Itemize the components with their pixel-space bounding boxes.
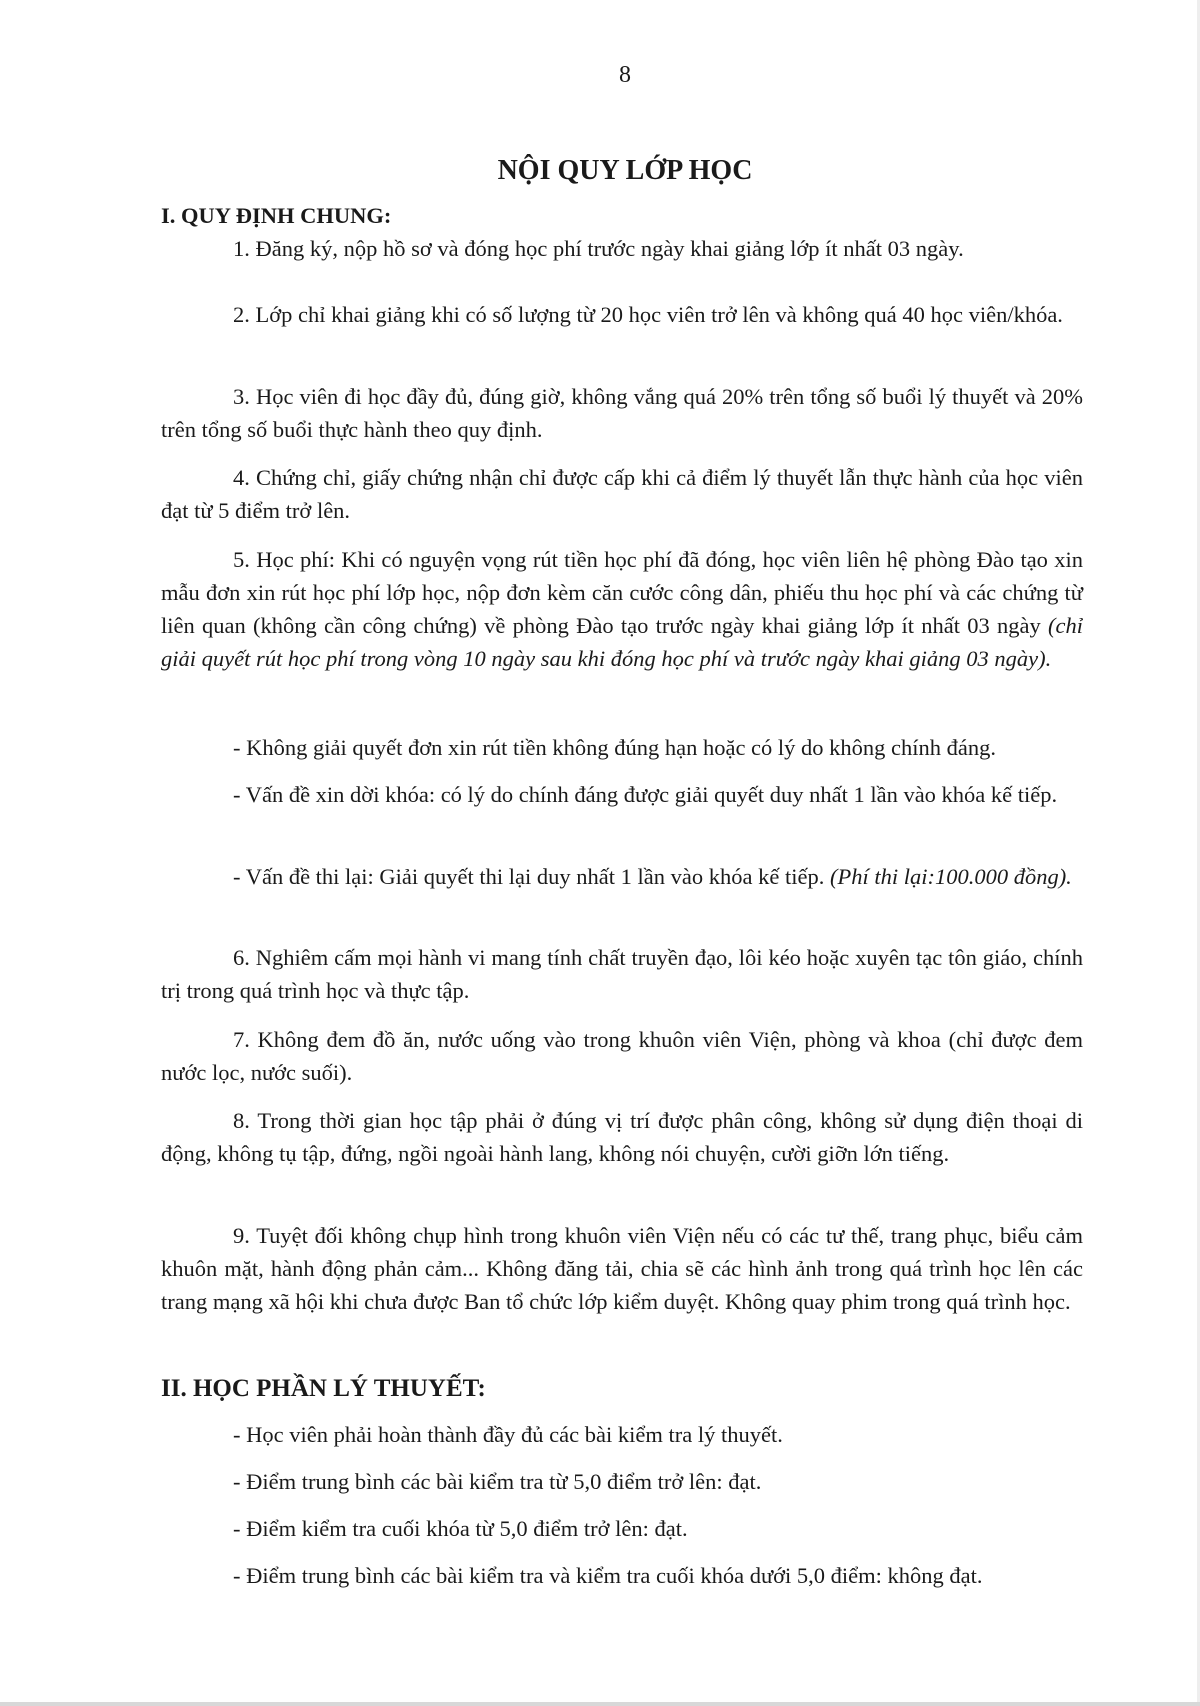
rule-item-5-sub-3-note: (Phí thi lại:100.000 đồng). (829, 864, 1072, 889)
page-number: 8 (619, 62, 631, 88)
theory-bullet-3: - Điểm kiểm tra cuối khóa từ 5,0 điểm trở lên: đạt. (233, 1516, 688, 1541)
rule-item-5-sub-3-text: - Vấn đề thi lại: Giải quyết thi lại duy nhất 1 lần vào khóa kế tiếp. (233, 864, 830, 889)
rule-item-1: 1. Đăng ký, nộp hồ sơ và đóng học phí trước ngày khai giảng lớp ít nhất 03 ngày. (233, 236, 964, 261)
rule-item-6: 6. Nghiêm cấm mọi hành vi mang tính chất truyền đạo, lôi kéo hoặc xuyên tạc tôn giáo, chính trị trong quá trình học và thực tập. (161, 945, 1083, 1003)
rule-item-5-note: (chỉ giải quyết rút học phí trong vòng 10 ngày sau khi đóng học phí và trước ngày khai giảng 03 ngày). (161, 613, 1083, 671)
section-heading-general: I. QUY ĐỊNH CHUNG: (161, 203, 392, 228)
rule-item-9: 9. Tuyệt đối không chụp hình trong khuôn viên Viện nếu có các tư thế, trang phục, biểu cảm khuôn mặt, hành động phản cảm... Không đăng tải, chia sẽ các hình ảnh trong quá trình học lên các trang mạng xã hội khi chưa được Ban tổ chức lớp kiểm duyệt. Không quay phim trong quá trình học. (161, 1223, 1083, 1314)
rule-item-5-text: 5. Học phí: Khi có nguyện vọng rút tiền học phí đã đóng, học viên liên hệ phòng Đào tạo xin mẫu đơn xin rút học phí lớp học, nộp đơn kèm căn cước công dân, phiếu thu học phí và các chứng từ liên quan (không cần công chứng) về phòng Đào tạo trước ngày khai giảng lớp ít nhất 03 ngày (161, 547, 1083, 638)
theory-bullet-1: - Học viên phải hoàn thành đầy đủ các bài kiểm tra lý thuyết. (233, 1422, 783, 1447)
theory-bullet-4: - Điểm trung bình các bài kiểm tra và kiểm tra cuối khóa dưới 5,0 điểm: không đạt. (233, 1563, 983, 1588)
rule-item-4: 4. Chứng chỉ, giấy chứng nhận chỉ được cấp khi cả điểm lý thuyết lẫn thực hành của học viên đạt từ 5 điểm trở lên. (161, 465, 1083, 523)
rule-item-3: 3. Học viên đi học đầy đủ, đúng giờ, không vắng quá 20% trên tổng số buổi lý thuyết và 20% trên tổng số buổi thực hành theo quy định. (161, 384, 1083, 442)
section-heading-theory: II. HỌC PHẦN LÝ THUYẾT: (161, 1375, 486, 1402)
scan-edge-bottom (0, 1702, 1200, 1706)
rule-item-5-sub-1: - Không giải quyết đơn xin rút tiền không đúng hạn hoặc có lý do không chính đáng. (233, 735, 997, 760)
rule-item-7: 7. Không đem đồ ăn, nước uống vào trong khuôn viên Viện, phòng và khoa (chỉ được đem nước lọc, nước suối). (161, 1027, 1083, 1085)
document-title: NỘI QUY LỚP HỌC (497, 155, 753, 186)
rule-item-5-sub-2: - Vấn đề xin dời khóa: có lý do chính đáng được giải quyết duy nhất 1 lần vào khóa kế tiếp. (233, 782, 1058, 807)
rule-item-5-sub-3 (161, 860, 1083, 893)
theory-bullet-2: - Điểm trung bình các bài kiểm tra từ 5,0 điểm trở lên: đạt. (233, 1469, 762, 1494)
rule-item-8: 8. Trong thời gian học tập phải ở đúng vị trí được phân công, không sử dụng điện thoại di động, không tụ tập, đứng, ngồi ngoài hành lang, không nói chuyện, cười giỡn lớn tiếng. (161, 1108, 1083, 1166)
rule-item-2: 2. Lớp chỉ khai giảng khi có số lượng từ 20 học viên trở lên và không quá 40 học viên/khóa. (233, 302, 1063, 327)
rule-item-5 (161, 543, 1083, 675)
